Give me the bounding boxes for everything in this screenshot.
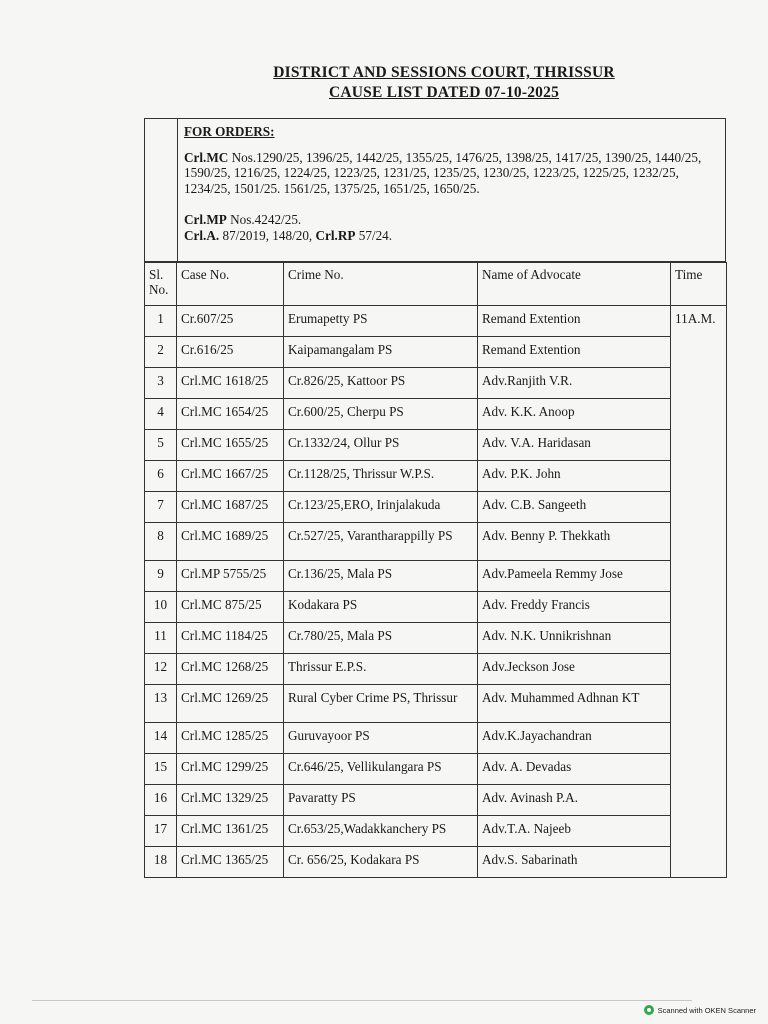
advocate-cell: Adv. Muhammed Adhnan KT [478,685,671,723]
crlrp-numbers: 57/24. [355,227,393,243]
advocate-cell: Adv. V.A. Haridasan [478,430,671,461]
crlmp-numbers: Nos.4242/25. [226,212,302,227]
sl-cell: 9 [145,561,177,592]
for-orders-heading: FOR ORDERS: [184,124,275,139]
sl-cell: 12 [145,654,177,685]
crime-cell: Kaipamangalam PS [284,337,478,368]
crime-cell: Kodakara PS [284,592,478,623]
case-cell: Crl.MC 1655/25 [177,430,284,461]
cause-list-table [144,262,727,878]
sl-cell: 16 [145,785,177,816]
table-row [145,847,727,878]
advocate-cell: Adv.Jeckson Jose [478,654,671,685]
case-cell: Crl.MC 1365/25 [177,847,284,878]
header-advocate: Name of Advocate [478,263,671,306]
crime-cell: Rural Cyber Crime PS, Thrissur [284,685,478,723]
table-row [145,368,727,399]
advocate-cell: Adv. Benny P. Thekkath [478,523,671,561]
crlrp-label: Crl.RP [315,227,356,243]
advocate-cell: Remand Extention [478,306,671,337]
table-row [145,592,727,623]
sl-cell: 4 [145,399,177,430]
table-row [145,723,727,754]
table-row [145,654,727,685]
sl-cell: 2 [145,337,177,368]
crime-cell: Cr.1332/24, Ollur PS [284,430,478,461]
case-cell: Cr.607/25 [177,306,284,337]
sl-cell: 14 [145,723,177,754]
case-cell: Crl.MC 1654/25 [177,399,284,430]
case-cell: Crl.MC 1299/25 [177,754,284,785]
header-time: Time [671,263,727,306]
case-cell: Crl.MC 1618/25 [177,368,284,399]
crlmc-numbers: Nos.1290/25, 1396/25, 1442/25, 1355/25, 1476/25, 1398/25, 1417/25, 1390/25, 1440/25, 1590/25, 1216/25, 1224/25, 1223/25, 1231/25, 1235/25, 1230/25, 1223/25, 1225/25, 1232/25, 1234/25, 1501/25. 1561/25, 1375/25, 1651/25, 1650/25. [184,149,702,196]
table-row [145,399,727,430]
case-cell: Crl.MC 1269/25 [177,685,284,723]
crime-cell: Cr.527/25, Varantharappilly PS [284,523,478,561]
table-header-row [145,263,727,306]
crlmp-list [184,212,719,228]
crlmc-label: Crl.MC [184,149,229,165]
advocate-cell: Adv. A. Devadas [478,754,671,785]
oken-scanner-logo-icon [644,1005,654,1015]
case-cell: Crl.MC 1329/25 [177,785,284,816]
time-cell: 11A.M. [671,306,727,878]
sl-cell: 7 [145,492,177,523]
table-row [145,523,727,561]
sl-cell: 18 [145,847,177,878]
for-orders-box [144,118,726,262]
advocate-cell: Adv. Avinash P.A. [478,785,671,816]
header-case-no: Case No. [177,263,284,306]
advocate-cell: Adv. Freddy Francis [478,592,671,623]
header-sl-no: Sl. No. [145,263,177,306]
table-row [145,816,727,847]
sl-cell: 6 [145,461,177,492]
crime-cell: Cr.646/25, Vellikulangara PS [284,754,478,785]
case-cell: Crl.MC 875/25 [177,592,284,623]
sl-cell: 13 [145,685,177,723]
case-cell: Crl.MC 1689/25 [177,523,284,561]
table-row [145,785,727,816]
sl-cell: 11 [145,623,177,654]
advocate-cell: Remand Extention [478,337,671,368]
crla-list [184,228,719,244]
sl-cell: 17 [145,816,177,847]
for-orders-content [177,119,725,261]
table-row [145,561,727,592]
crlmc-list [184,150,719,197]
advocate-cell: Adv.Pameela Remmy Jose [478,561,671,592]
advocate-cell: Adv.Ranjith V.R. [478,368,671,399]
advocate-cell: Adv.T.A. Najeeb [478,816,671,847]
table-row [145,430,727,461]
scanner-text: Scanned with OKEN Scanner [657,1005,756,1015]
crlmp-label: Crl.MP [184,212,227,227]
table-row [145,337,727,368]
table-row [145,623,727,654]
advocate-cell: Adv. N.K. Unnikrishnan [478,623,671,654]
advocate-cell: Adv. K.K. Anoop [478,399,671,430]
crime-cell: Cr.780/25, Mala PS [284,623,478,654]
crime-cell: Cr.600/25, Cherpu PS [284,399,478,430]
crime-cell: Cr.123/25,ERO, Irinjalakuda [284,492,478,523]
sl-cell: 15 [145,754,177,785]
crla-numbers: 87/2019, 148/20, [219,227,316,243]
sl-cell: 8 [145,523,177,561]
crime-cell: Cr.826/25, Kattoor PS [284,368,478,399]
table-row [145,306,727,337]
cause-list-date: CAUSE LIST DATED 07-10-2025 [328,84,560,101]
crime-cell: Guruvayoor PS [284,723,478,754]
crime-cell: Erumapetty PS [284,306,478,337]
crime-cell: Cr.136/25, Mala PS [284,561,478,592]
advocate-cell: Adv.K.Jayachandran [478,723,671,754]
crime-cell: Thrissur E.P.S. [284,654,478,685]
crla-label: Crl.A. [184,227,220,243]
case-cell: Crl.MC 1285/25 [177,723,284,754]
scanner-watermark [644,1005,756,1015]
sl-cell: 3 [145,368,177,399]
case-cell: Crl.MC 1687/25 [177,492,284,523]
table-row [145,492,727,523]
case-cell: Crl.MP 5755/25 [177,561,284,592]
case-cell: Crl.MC 1361/25 [177,816,284,847]
crime-cell: Cr.653/25,Wadakkanchery PS [284,816,478,847]
sl-cell: 1 [145,306,177,337]
crime-cell: Cr. 656/25, Kodakara PS [284,847,478,878]
case-cell: Crl.MC 1667/25 [177,461,284,492]
sl-cell: 5 [145,430,177,461]
advocate-cell: Adv. C.B. Sangeeth [478,492,671,523]
crime-cell: Pavaratty PS [284,785,478,816]
table-row [145,461,727,492]
table-row [145,685,727,723]
table-row [145,754,727,785]
advocate-cell: Adv.S. Sabarinath [478,847,671,878]
case-cell: Cr.616/25 [177,337,284,368]
advocate-cell: Adv. P.K. John [478,461,671,492]
page-bottom-line [32,1000,692,1001]
court-title: DISTRICT AND SESSIONS COURT, THRISSUR [273,64,615,81]
sl-cell: 10 [145,592,177,623]
crime-cell: Cr.1128/25, Thrissur W.P.S. [284,461,478,492]
case-cell: Crl.MC 1184/25 [177,623,284,654]
case-cell: Crl.MC 1268/25 [177,654,284,685]
header-crime-no: Crime No. [284,263,478,306]
